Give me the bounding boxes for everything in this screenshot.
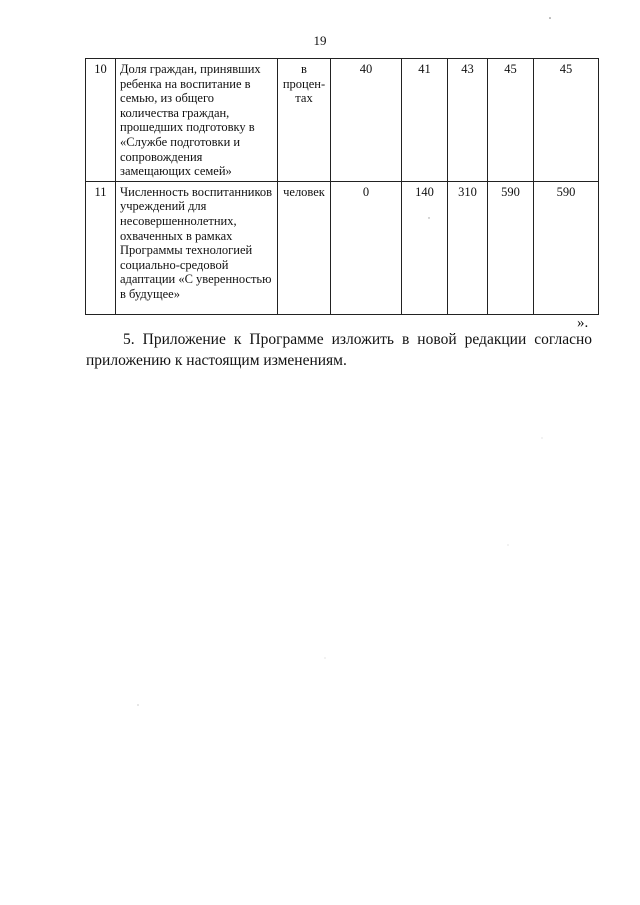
value-cell: 45: [488, 59, 534, 182]
body-paragraph: 5. Приложение к Программе изложить в новой редакции согласно приложению к настоящим изменениям.: [86, 331, 592, 369]
row-number: 10: [86, 59, 116, 182]
unit-cell: человек: [278, 181, 331, 314]
table-row: [86, 181, 599, 314]
value-cell: 590: [488, 181, 534, 314]
indicator-name: Доля граждан, принявших ребенка на воспитание в семью, из общего количества граждан, прошедших подготовку в «Службе подготовки и сопровождения замещающих семей»: [116, 59, 278, 182]
value-cell: 310: [448, 181, 488, 314]
value-cell: 41: [402, 59, 448, 182]
value-cell: 0: [331, 181, 402, 314]
value-cell: 590: [534, 181, 599, 314]
closing-quote: ».: [577, 315, 589, 331]
value-cell: 43: [448, 59, 488, 182]
indicator-name: Численность воспитанников учреждений для несовершеннолетних, охваченных в рамках Программы технологией социально-средовой адаптации «С уверенностью в будущее»: [116, 181, 278, 314]
value-cell: 45: [534, 59, 599, 182]
value-cell: 40: [331, 59, 402, 182]
value-cell: 140: [402, 181, 448, 314]
page-number: 19: [313, 33, 327, 48]
unit-cell: в процен-тах: [278, 59, 331, 182]
row-number: 11: [86, 181, 116, 314]
indicators-table: [85, 58, 599, 315]
table-row: [86, 59, 599, 182]
